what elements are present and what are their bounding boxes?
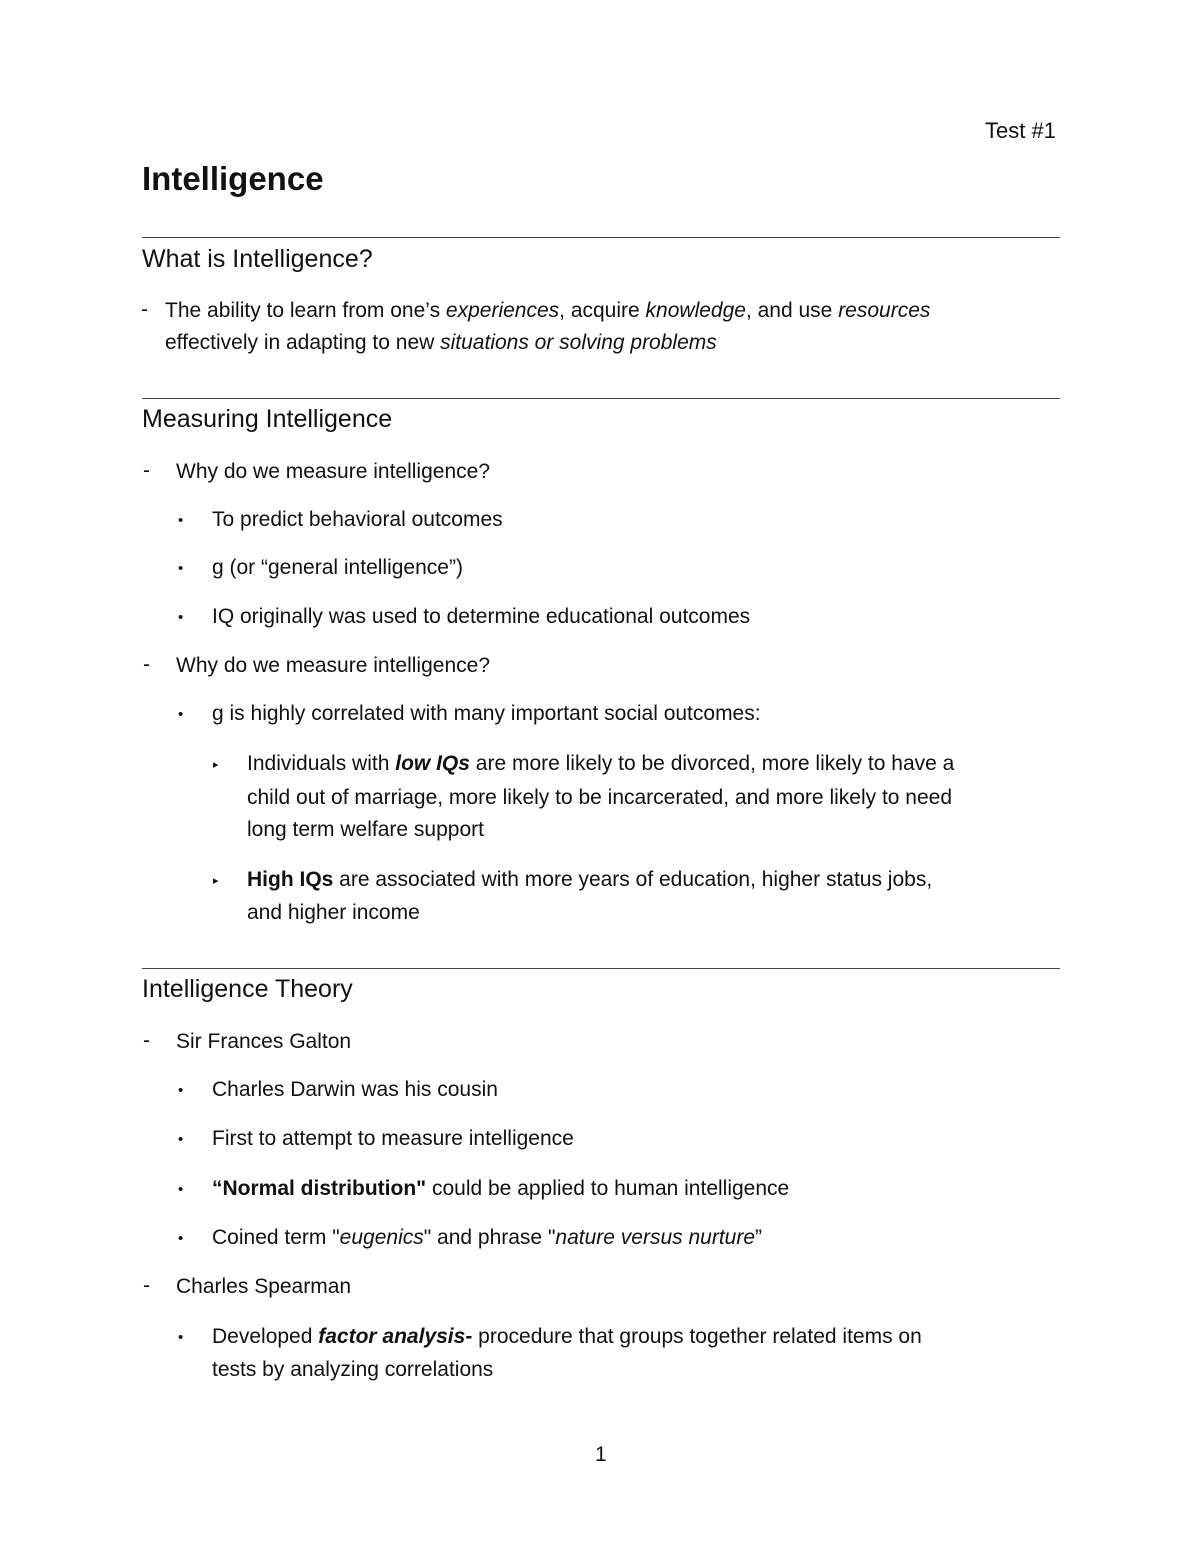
bullet-marker: • <box>178 1181 184 1198</box>
test-label: Test #1 <box>985 118 1056 143</box>
list-item: To predict behavioral outcomes <box>212 508 503 531</box>
list-item: First to attempt to measure intelligence <box>212 1127 574 1150</box>
sub-item-line: and higher income <box>247 901 420 924</box>
section-divider <box>142 968 1060 969</box>
section-heading-theory: Intelligence Theory <box>142 975 353 1003</box>
definition-line-1: The ability to learn from one’s experiences, acquire knowledge, and use resources <box>165 299 931 322</box>
bullet-marker: • <box>178 560 184 577</box>
bullet-marker: • <box>178 1131 184 1148</box>
sub-item-line: long term welfare support <box>247 818 484 841</box>
sub-item-line: High IQs are associated with more years of education, higher status jobs, <box>247 868 933 891</box>
list-item: Charles Darwin was his cousin <box>212 1078 498 1101</box>
dash-marker: - <box>143 1274 150 1297</box>
sub-item-line: Individuals with low IQs are more likely to be divorced, more likely to have a <box>247 752 955 775</box>
dash-marker: - <box>143 653 150 676</box>
document-title: Intelligence <box>142 160 324 197</box>
list-item: Sir Frances Galton <box>176 1030 352 1053</box>
dash-marker: - <box>143 459 150 482</box>
section-divider <box>142 398 1060 399</box>
triangle-marker: ▸ <box>213 875 219 887</box>
dash-marker: - <box>141 298 148 321</box>
section-divider <box>142 237 1060 238</box>
definition-line-2: effectively in adapting to new situations or solving problems <box>165 331 717 354</box>
list-item: “Normal distribution" could be applied to human intelligence <box>212 1177 790 1200</box>
section-heading-what-is: What is Intelligence? <box>142 245 373 273</box>
dash-marker: - <box>143 1029 150 1052</box>
section-heading-measuring: Measuring Intelligence <box>142 405 393 433</box>
list-item: Why do we measure intelligence? <box>176 460 490 483</box>
bullet-marker: • <box>178 1230 184 1247</box>
bullet-marker: • <box>178 512 184 529</box>
list-item: IQ originally was used to determine educational outcomes <box>212 605 751 628</box>
list-item: Why do we measure intelligence? <box>176 654 490 677</box>
bullet-marker: • <box>178 1082 184 1099</box>
list-item: Coined term "eugenics" and phrase "nature versus nurture” <box>212 1226 763 1249</box>
triangle-marker: ▸ <box>213 759 219 771</box>
list-item: Developed factor analysis- procedure that groups together related items on <box>212 1325 922 1348</box>
bullet-marker: • <box>178 609 184 626</box>
list-item: Charles Spearman <box>176 1275 352 1298</box>
list-item: g is highly correlated with many important social outcomes: <box>212 702 761 725</box>
bullet-marker: • <box>178 1329 184 1346</box>
page-number: 1 <box>595 1443 607 1466</box>
list-item: tests by analyzing correlations <box>212 1358 494 1381</box>
sub-item-line: child out of marriage, more likely to be incarcerated, and more likely to need <box>247 786 953 809</box>
bullet-marker: • <box>178 706 184 723</box>
list-item: g (or “general intelligence”) <box>212 556 463 579</box>
